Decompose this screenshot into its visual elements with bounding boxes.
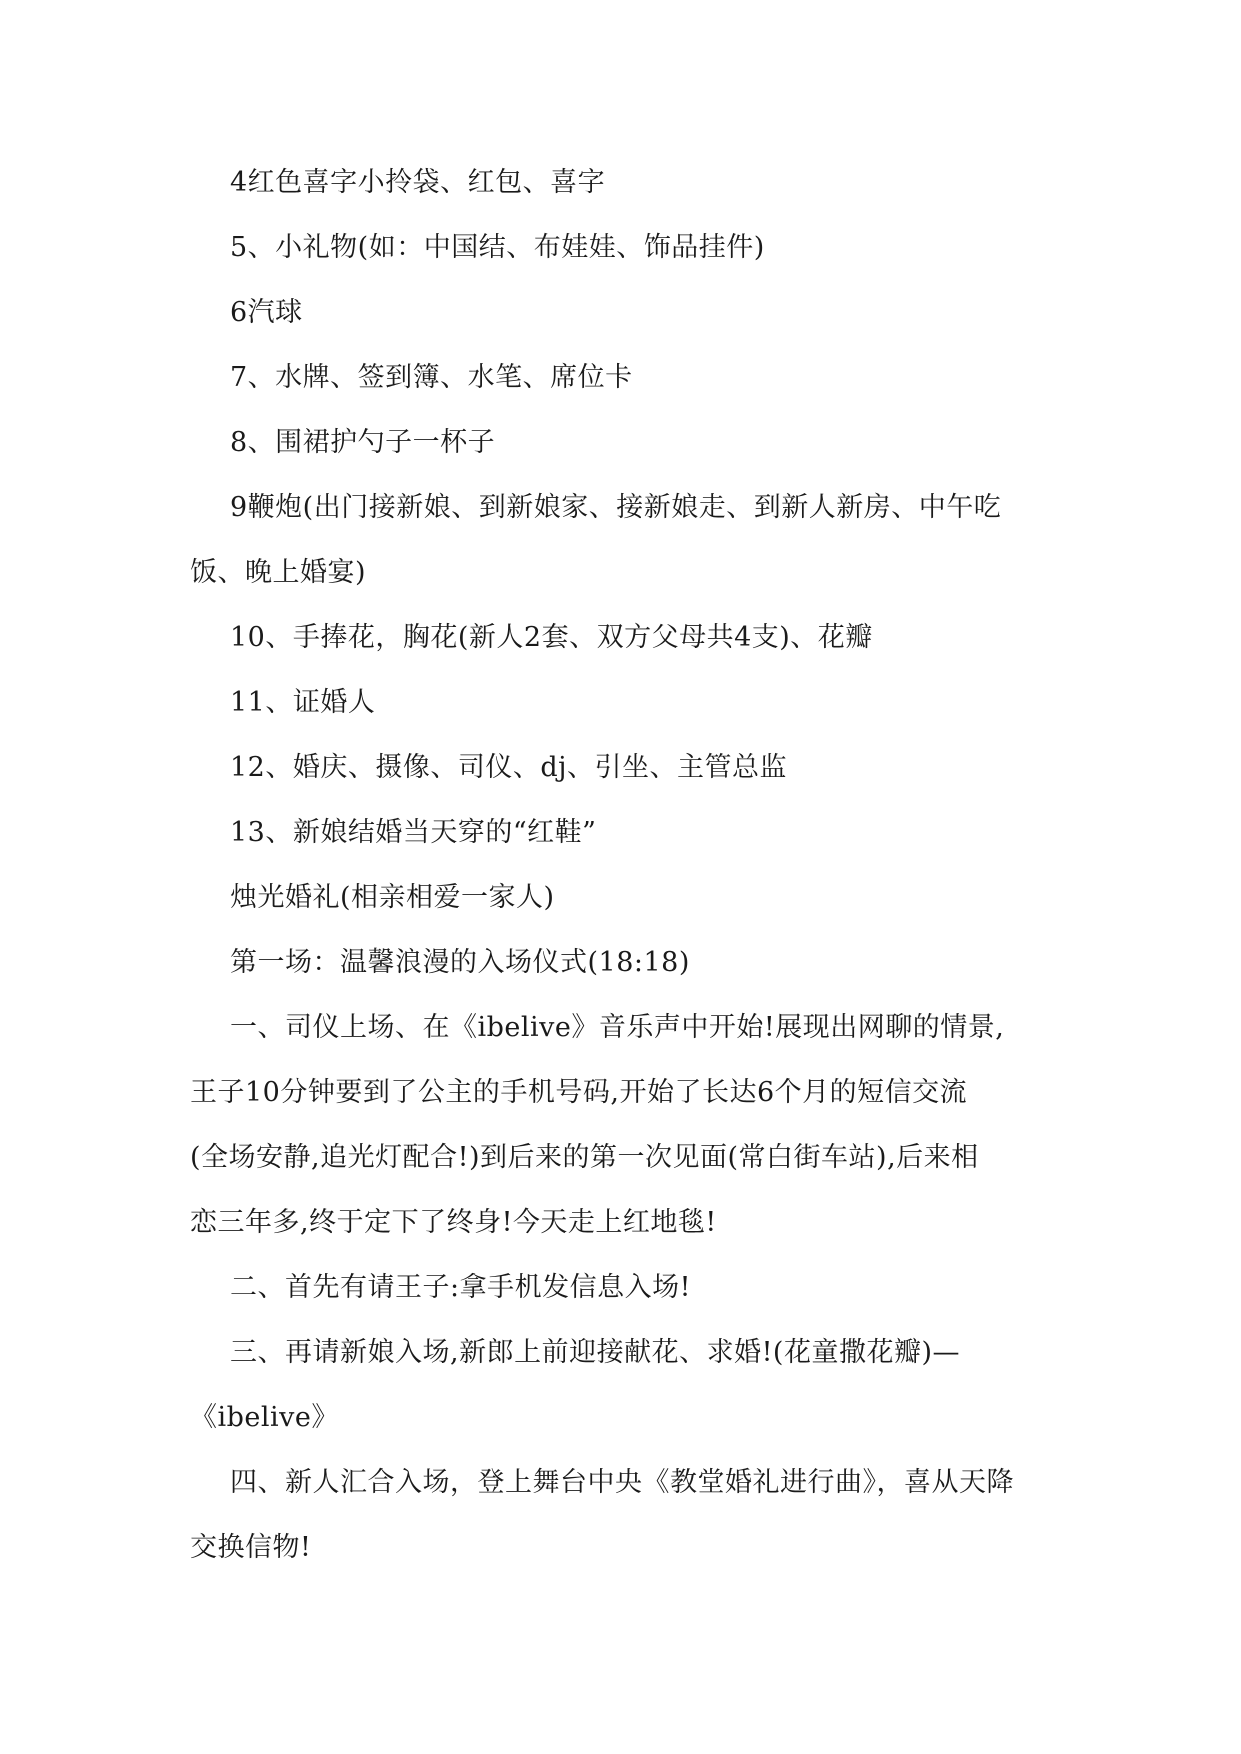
paragraph-line: 《ibelive》 <box>190 1402 339 1433</box>
paragraph-line: 交换信物! <box>190 1532 312 1563</box>
paragraph-line: 10、手捧花，胸花(新人2套、双方父母共4支)、花瓣 <box>230 622 873 653</box>
paragraph-line: 三、再请新娘入场,新郎上前迎接献花、求婚!(花童撒花瓣)— <box>230 1337 960 1368</box>
paragraph-line: 13、新娘结婚当天穿的“红鞋” <box>230 817 597 848</box>
paragraph-line: 4红色喜字小拎袋、红包、喜字 <box>230 167 606 198</box>
paragraph-line: 王子10分钟要到了公主的手机号码,开始了长达6个月的短信交流 <box>190 1077 968 1108</box>
paragraph-line: (全场安静,追光灯配合!)到后来的第一次见面(常白街车站),后来相 <box>190 1142 979 1173</box>
paragraph-line: 9鞭炮(出门接新娘、到新娘家、接新娘走、到新人新房、中午吃 <box>230 492 1002 523</box>
paragraph-line: 一、司仪上场、在《ibelive》音乐声中开始!展现出网聊的情景, <box>230 1012 1005 1043</box>
paragraph-line: 5、小礼物(如：中国结、布娃娃、饰品挂件) <box>230 232 765 263</box>
document-body <box>190 150 1060 1580</box>
paragraph-line: 恋三年多,终于定下了终身!今天走上红地毯! <box>190 1207 717 1238</box>
section-heading: 第一场：温馨浪漫的入场仪式(18:18) <box>230 947 690 978</box>
paragraph-line: 7、水牌、签到簿、水笔、席位卡 <box>230 362 633 393</box>
section-heading: 烛光婚礼(相亲相爱一家人) <box>230 882 555 913</box>
paragraph-line: 12、婚庆、摄像、司仪、dj、引坐、主管总监 <box>230 752 788 783</box>
paragraph-line: 8、围裙护勺子一杯子 <box>230 427 496 458</box>
paragraph-line: 6汽球 <box>230 297 303 328</box>
paragraph-line: 二、首先有请王子:拿手机发信息入场! <box>230 1272 691 1303</box>
paragraph-line: 11、证婚人 <box>230 687 376 718</box>
paragraph-line: 四、新人汇合入场，登上舞台中央《教堂婚礼进行曲》，喜从天降 <box>230 1467 1014 1498</box>
paragraph-line: 饭、晚上婚宴) <box>190 557 367 588</box>
